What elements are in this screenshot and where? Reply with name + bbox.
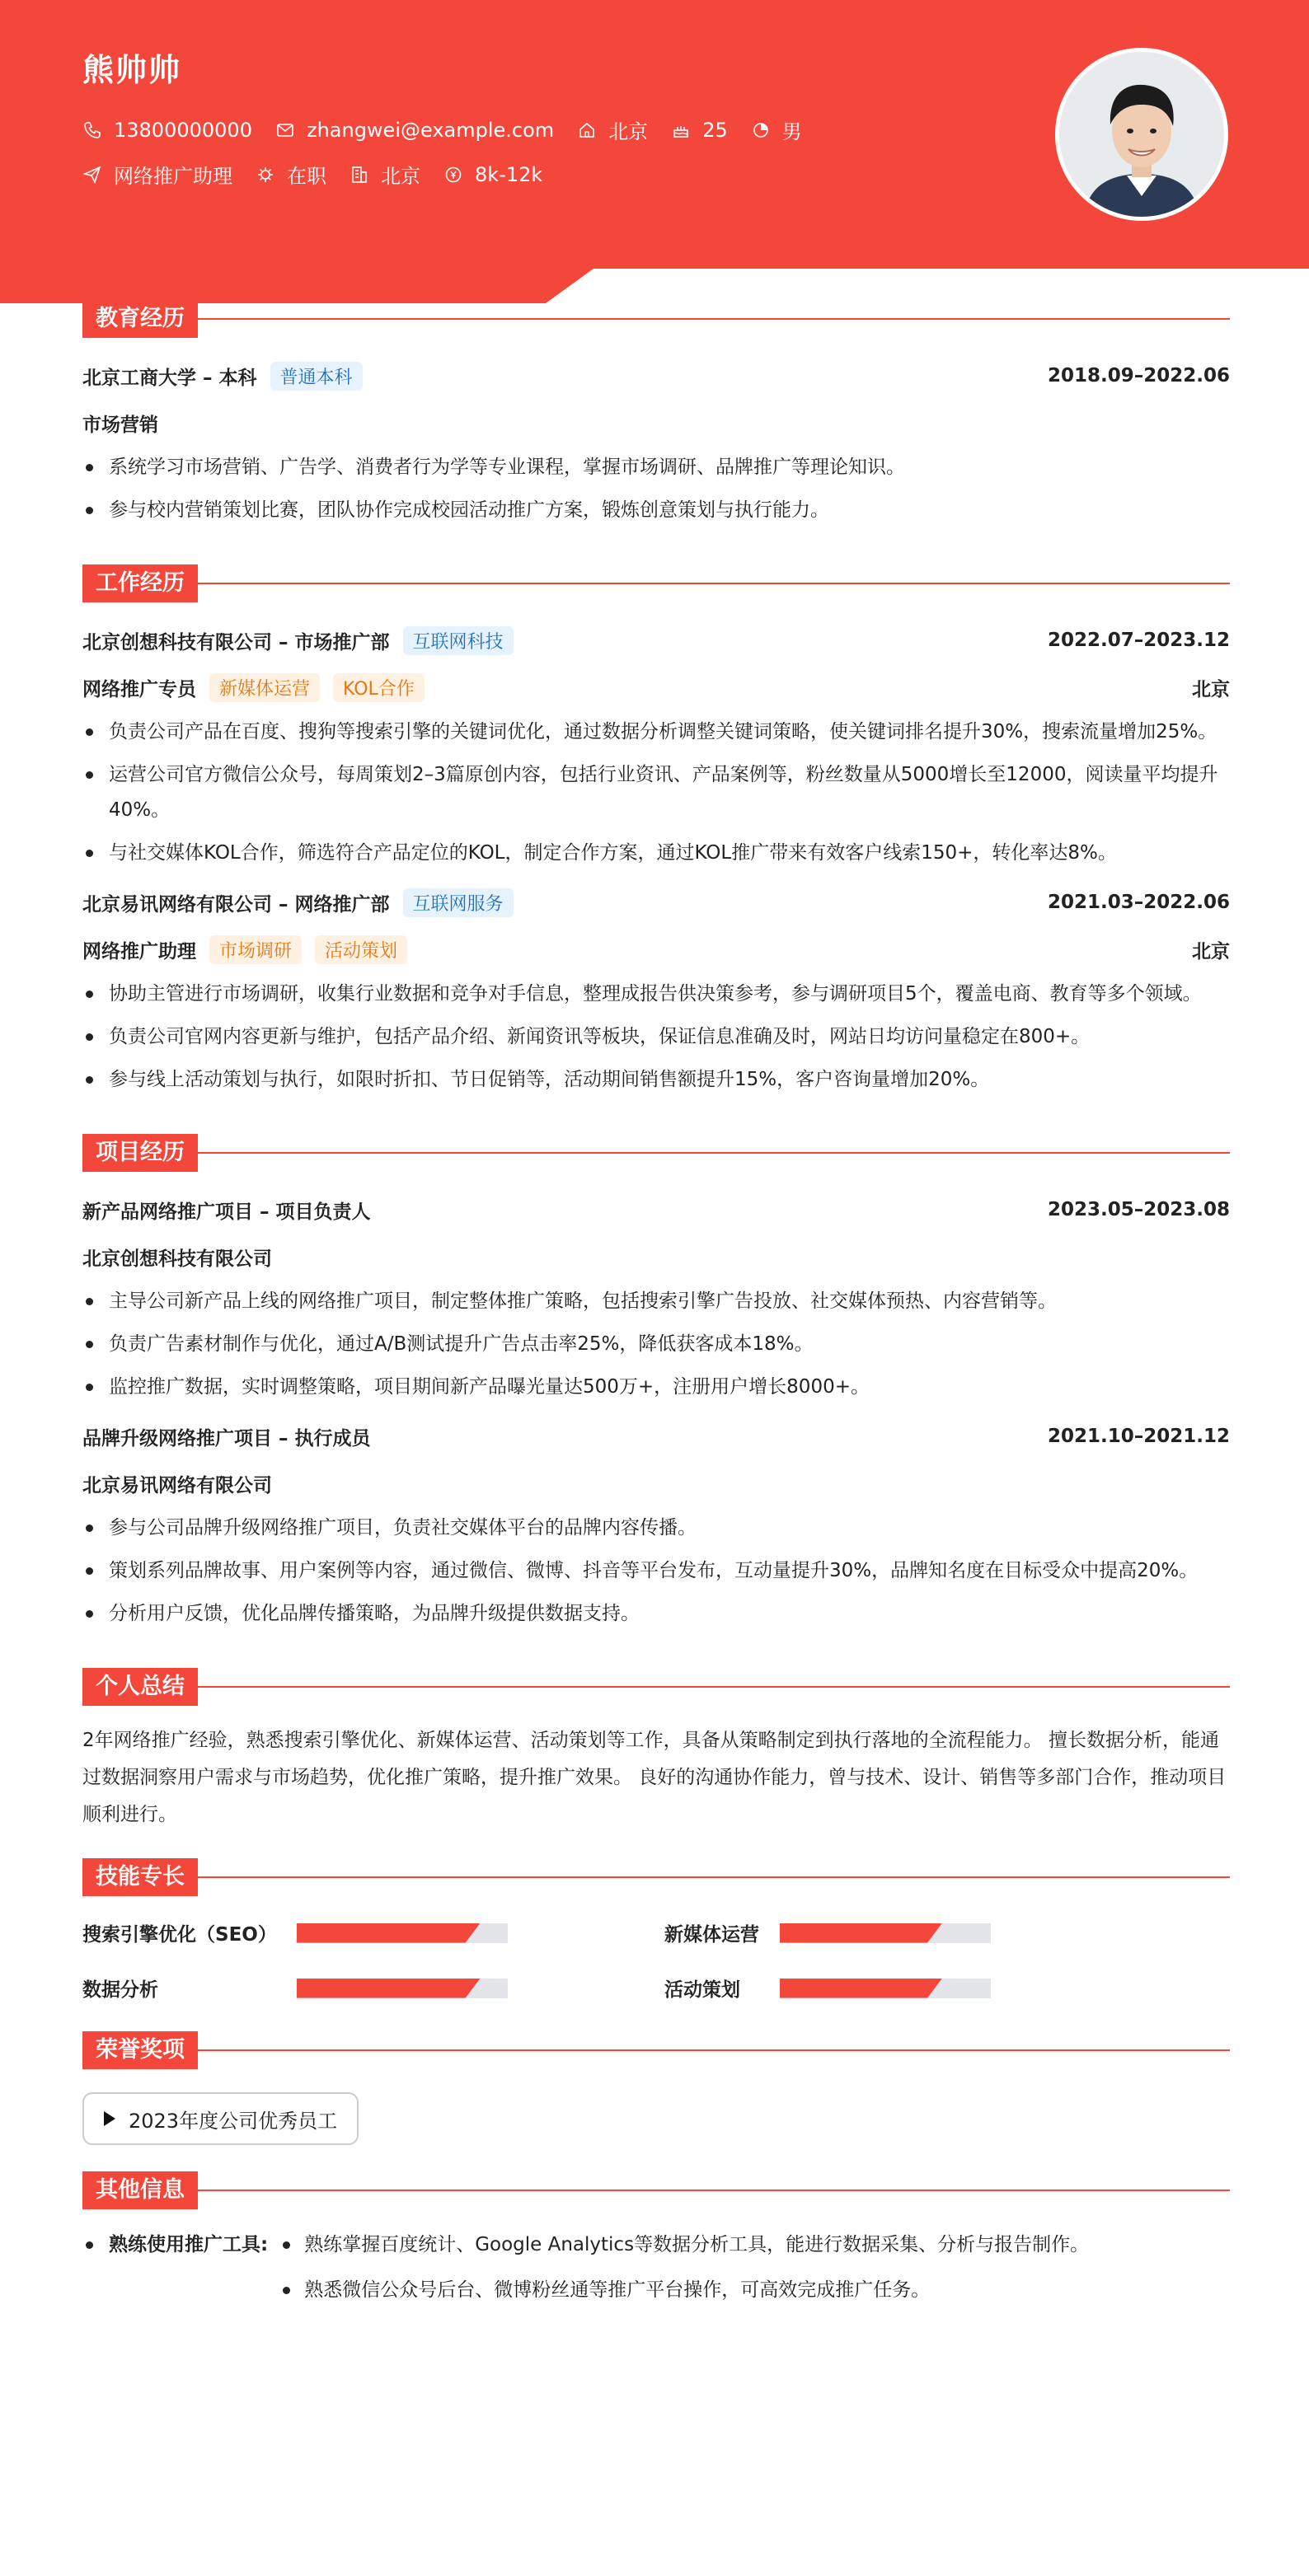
section-divider [198, 1686, 1230, 1688]
school-name: 北京工商大学 – 本科 [82, 367, 257, 389]
skill-bar [780, 1923, 991, 1943]
list-item: 系统学习市场营销、广告学、消费者行为学等专业课程，掌握市场调研、品牌推广等理论知识。 [82, 450, 1230, 485]
education-date: 2018.09–2022.06 [1047, 365, 1230, 386]
work-section-header [82, 564, 1230, 602]
list-item: 与社交媒体KOL合作，筛选符合产品定位的KOL，制定合作方案，通过KOL推广带来有效客户线索150+，转化率达8%。 [82, 836, 1230, 871]
building-icon [350, 165, 369, 185]
summary-text: 2年网络推广经验，熟悉搜索引擎优化、新媒体运营、活动策划等工作，具备从策略制定到执行落地的全流程能力。 擅长数据分析，能通过数据洞察用户需求与市场趋势，优化推广策略，提升推广效果。 良好的沟通协作能力，曾与技术、设计、销售等多部门合作，推动项目顺利进行。 [82, 1730, 1227, 1825]
skill-tag: 活动策划 [315, 935, 407, 964]
project-company-row [82, 1243, 1230, 1271]
list-item: 参与公司品牌升级网络推广项目，负责社交媒体平台的品牌内容传播。 [82, 1510, 1230, 1546]
email-item [275, 119, 554, 142]
list-item: 负责公司产品在百度、搜狗等搜索引擎的关键词优化，通过数据分析调整关键词策略，使关键词排名提升30%，搜索流量增加25%。 [82, 714, 1230, 750]
skill-item [664, 1974, 1230, 2002]
award-text: 2023年度公司优秀员工 [129, 2109, 338, 2133]
job-bullets [82, 977, 1230, 1098]
skill-fill [780, 1923, 942, 1943]
section-divider [198, 1152, 1230, 1154]
list-item: 策划系列品牌故事、用户案例等内容，通过微信、微博、抖音等平台发布，互动量提升30%，品牌知名度在目标受众中提高20%。 [82, 1553, 1230, 1589]
job-entry-header [82, 888, 1230, 917]
list-item: 熟练掌握百度统计、Google Analytics等数据分析工具，能进行数据采集、分析与报告制作。 [279, 2227, 1089, 2263]
work-title: 工作经历 [82, 564, 198, 602]
salary-item [443, 163, 542, 186]
job-company-line [82, 888, 514, 917]
job-role-line [82, 673, 425, 702]
job-date: 2021.03–2022.06 [1047, 892, 1230, 913]
project-entry-header [82, 1421, 1230, 1451]
job-company-line [82, 626, 514, 655]
list-item: 负责广告素材制作与优化，通过A/B测试提升广告点击率25%，降低获客成本18%。 [82, 1327, 1230, 1362]
list-item: 熟悉微信公众号后台、微博粉丝通等推广平台操作，可高效完成推广任务。 [279, 2273, 1089, 2308]
contact-row [82, 115, 825, 144]
job-role-row [82, 673, 1230, 701]
job-role-row [82, 935, 1230, 963]
age-item [671, 119, 728, 142]
phone-icon [82, 120, 102, 140]
job-bullets [82, 714, 1230, 871]
skill-item [664, 1919, 1230, 1946]
project-entry-header [82, 1195, 1230, 1225]
list-item: 运营公司官方微信公众号，每周策划2–3篇原创内容，包括行业资讯、产品案例等，粉丝数量从5000增长至12000，阅读量平均提升40%。 [82, 757, 1230, 828]
email-text: zhangwei@example.com [306, 118, 555, 142]
skill-fill [297, 1979, 481, 1998]
company-name: 北京易讯网络有限公司 – 网络推广部 [82, 893, 390, 916]
position-item [82, 160, 232, 189]
target-city-item [350, 160, 420, 189]
section-divider [198, 318, 1230, 320]
tools-label: 熟练使用推广工具: [82, 2227, 268, 2263]
skill-name: 新媒体运营 [664, 1924, 759, 1946]
home-icon [577, 120, 597, 140]
job-city: 北京 [1192, 678, 1230, 700]
gender-item [751, 115, 802, 144]
age-text: 25 [702, 118, 728, 142]
company-name: 北京创想科技有限公司 – 市场推广部 [82, 631, 390, 653]
job-role: 网络推广助理 [82, 940, 196, 962]
honors-section-header [82, 2031, 1230, 2069]
project-date: 2021.10–2021.12 [1047, 1426, 1230, 1447]
skill-tag: 市场调研 [209, 935, 302, 964]
education-bullets [82, 450, 1230, 528]
job-role: 网络推广专员 [82, 678, 196, 700]
industry-tag: 互联网服务 [403, 888, 514, 917]
section-divider [198, 2049, 1230, 2051]
job-role-line [82, 935, 407, 964]
phone-text: 13800000000 [114, 118, 252, 142]
skill-name: 活动策划 [664, 1979, 740, 2001]
list-item: 负责公司官网内容更新与维护，包括产品介绍、新闻资讯等板块，保证信息准确及时，网站日均访问量稳定在800+。 [82, 1019, 1230, 1055]
skill-fill [780, 1979, 942, 1998]
other-section-header [82, 2171, 1230, 2209]
send-icon [82, 165, 102, 185]
skill-bar [780, 1979, 991, 1998]
honors-title: 荣誉奖项 [82, 2031, 198, 2069]
education-entry-header [82, 361, 1230, 391]
profile-photo-icon [1059, 52, 1224, 217]
skill-fill [297, 1923, 481, 1943]
gender-icon [751, 120, 771, 140]
list-item: 主导公司新产品上线的网络推广项目，制定整体推广策略，包括搜索引擎广告投放、社交媒体预热、内容营销等。 [82, 1284, 1230, 1319]
tools-row [82, 2227, 1230, 2318]
project-company: 北京创想科技有限公司 [82, 1248, 272, 1270]
project-name: 新产品网络推广项目 – 项目负责人 [82, 1201, 371, 1223]
target-city-text: 北京 [381, 165, 420, 188]
project-bullets [82, 1510, 1230, 1632]
project-company: 北京易讯网络有限公司 [82, 1474, 272, 1496]
award-badge[interactable] [82, 2092, 359, 2145]
project-name: 品牌升级网络推广项目 – 执行成员 [82, 1427, 371, 1450]
coin-icon [443, 165, 463, 185]
section-divider [198, 1876, 1230, 1878]
project-company-row [82, 1469, 1230, 1497]
skill-item [82, 1974, 664, 2002]
major-name: 市场营销 [82, 414, 158, 436]
list-item: 参与线上活动策划与执行，如限时折扣、节日促销等，活动期间销售额提升15%，客户咨询量增加20%。 [82, 1062, 1230, 1098]
skills-title: 技能专长 [82, 1858, 198, 1896]
candidate-name: 熊帅帅 [82, 52, 182, 88]
major-row [82, 409, 1230, 437]
school-line [82, 362, 363, 391]
skill-tag: KOL合作 [333, 673, 425, 702]
salary-text: 8k-12k [475, 162, 543, 186]
status-item [256, 160, 326, 189]
city-item [577, 115, 648, 144]
skill-name: 搜索引擎优化（SEO） [82, 1924, 277, 1946]
summary-title: 个人总结 [82, 1668, 198, 1706]
skill-name: 数据分析 [82, 1979, 158, 2001]
skills-section-header [82, 1858, 1230, 1896]
tools-list [279, 2227, 1089, 2318]
education-title: 教育经历 [82, 300, 198, 338]
list-item: 分析用户反馈，优化品牌传播策略，为品牌升级提供数据支持。 [82, 1596, 1230, 1632]
job-intent-row [82, 160, 565, 189]
resume-header [0, 0, 1309, 305]
section-divider [198, 583, 1230, 584]
list-item: 监控推广数据，实时调整策略，项目期间新产品曝光量达500万+，注册用户增长8000+。 [82, 1370, 1230, 1405]
status-icon [256, 165, 275, 185]
project-title: 项目经历 [82, 1134, 198, 1172]
degree-tag: 普通本科 [270, 362, 363, 391]
position-text: 网络推广助理 [114, 165, 232, 188]
skills-grid [82, 1919, 1230, 2002]
other-title: 其他信息 [82, 2171, 198, 2209]
city-text: 北京 [608, 120, 649, 143]
play-triangle-icon [104, 2111, 115, 2126]
avatar [1055, 48, 1228, 221]
gender-text: 男 [781, 120, 802, 143]
project-date: 2023.05–2023.08 [1047, 1199, 1230, 1220]
resume-body [82, 300, 1230, 2318]
section-divider [198, 2190, 1230, 2191]
list-item: 协助主管进行市场调研，收集行业数据和竞争对手信息，整理成报告供决策参考，参与调研项目5个，覆盖电商、教育等多个领域。 [82, 977, 1230, 1012]
skill-item [82, 1919, 664, 1946]
other-info [82, 2227, 1230, 2318]
status-text: 在职 [287, 165, 326, 188]
mail-icon [275, 120, 295, 140]
list-item: 参与校内营销策划比赛，团队协作完成校园活动推广方案，锻炼创意策划与执行能力。 [82, 493, 1230, 528]
cake-icon [671, 120, 691, 140]
project-bullets [82, 1284, 1230, 1405]
skill-bar [297, 1979, 508, 1998]
summary-section-header [82, 1668, 1230, 1706]
job-date: 2022.07–2023.12 [1047, 630, 1230, 651]
phone-item [82, 119, 252, 142]
job-city: 北京 [1192, 940, 1230, 962]
skill-bar [297, 1923, 508, 1943]
project-section-header [82, 1134, 1230, 1172]
education-section-header [82, 300, 1230, 338]
skill-tag: 新媒体运营 [209, 673, 320, 702]
job-entry-header [82, 625, 1230, 655]
industry-tag: 互联网科技 [403, 626, 514, 655]
